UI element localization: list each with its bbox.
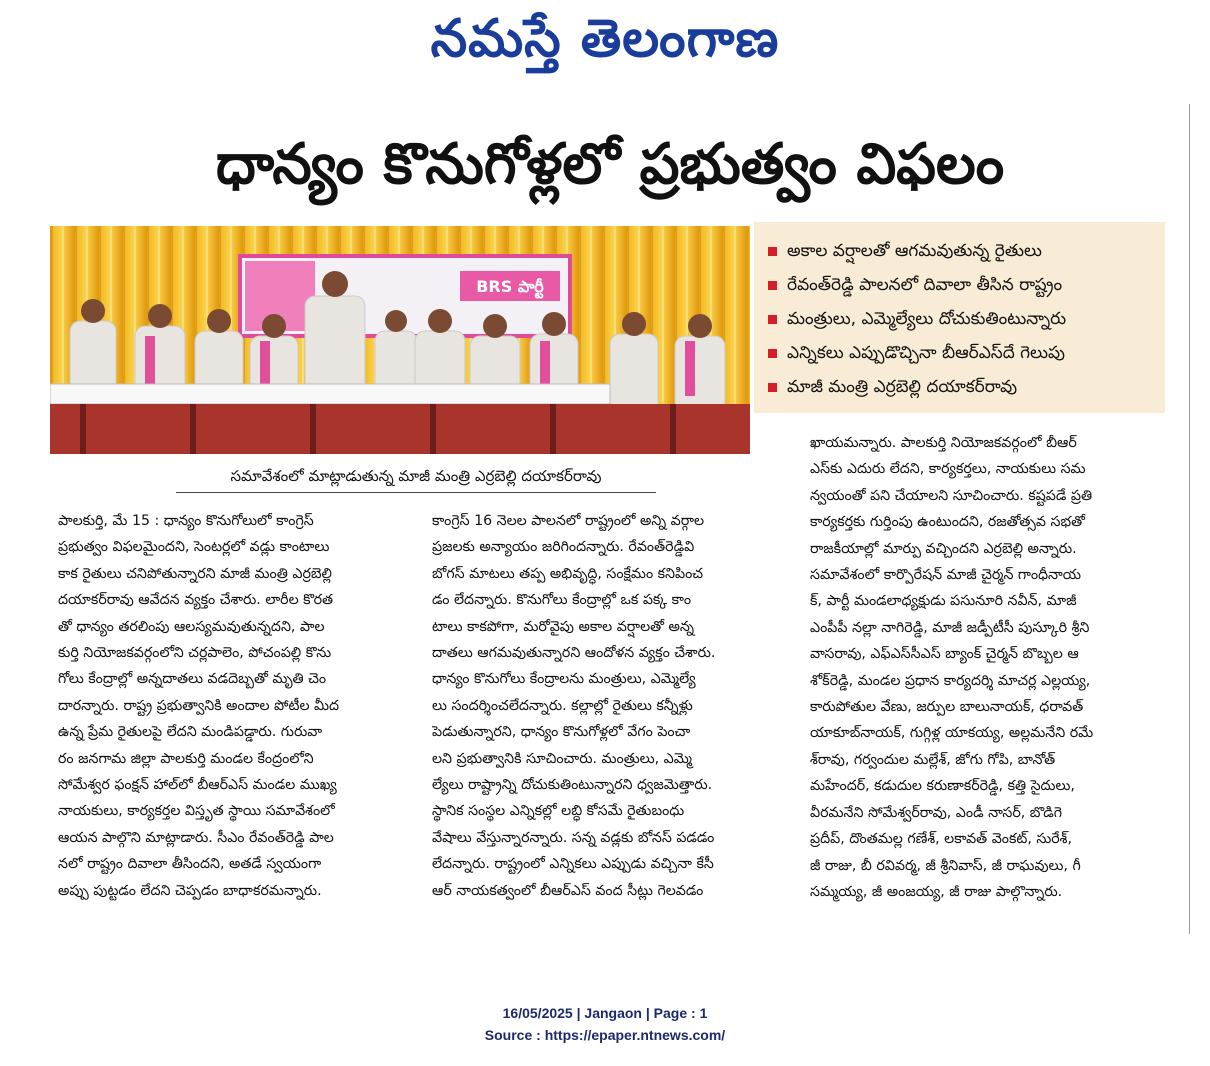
text-line: సమావేశంలో కార్పొరేషన్ మాజీ చైర్మన్ గాంధీనాయ bbox=[810, 567, 1082, 584]
text-line: బోగస్ మాటలు తప్ప అభివృద్ధి, సంక్షేమం కనిపించ bbox=[432, 565, 704, 582]
highlight-item: ఎన్నికలు ఎప్పుడొచ్చినా బీఆర్‌ఎస్‌దే గెలుపు bbox=[768, 336, 1165, 370]
text-line: తో ధాన్యం తరలింపు ఆలస్యమవుతున్నదని, పాల bbox=[58, 618, 325, 635]
highlight-item: మాజీ మంత్రి ఎర్రబెల్లి దయాకర్‌రావు bbox=[768, 370, 1165, 404]
text-line: స్థానిక సంస్థల ఎన్నికల్లో లబ్ధి కోసమే రైతుబంధు bbox=[432, 803, 685, 820]
text-line: ల్యేలు రాష్ట్రాన్ని దోచుకుతింటున్నారని ధ్వజమెత్తారు. bbox=[432, 777, 713, 794]
newspaper-masthead: నమస్తే తెలంగాణ bbox=[430, 9, 780, 69]
text-line: ఆయన పాల్గొని మాట్లాడారు. సీఎం రేవంత్‌రెడ్డి పాల bbox=[58, 829, 334, 846]
footer-date-line: 16/05/2025 | Jangaon | Page : 1 bbox=[502, 1005, 708, 1021]
bullet-icon bbox=[768, 281, 777, 290]
text-line: డం లేదన్నారు. కొనుగోలు కేంద్రాల్లో ఒక పక్క కాం bbox=[432, 592, 692, 609]
bullet-icon bbox=[768, 247, 777, 256]
text-line: టాలు కాకపోగా, మరోవైపు అకాల వర్షాలతో అన్న bbox=[432, 618, 695, 635]
text-line: వాసరావు, ఎఫ్‌ఎస్‌సీఎస్ బ్యాంక్ చైర్మన్ బొబ్బల ఆ bbox=[810, 646, 1079, 663]
text-line: కుర్తి నియోజకవర్గంలోని చర్లపాలెం, పోచంపల్లి కొను bbox=[58, 645, 332, 662]
highlight-item: మంత్రులు, ఎమ్మెల్యేలు దోచుకుతింటున్నారు bbox=[768, 302, 1165, 336]
text-line: యాకూబ్‌నాయక్, గుగ్గిళ్ల యాకయ్య, అల్లమనేని రమే bbox=[810, 725, 1094, 742]
text-line: దయాకర్‌రావు ఆవేదన వ్యక్తం చేశారు. లారీల కొరత bbox=[58, 592, 334, 609]
text-line: కాక రైతులు చనిపోతున్నారని మాజీ మంత్రి ఎర్రబెల్లి bbox=[58, 565, 332, 582]
text-line: లేదన్నారు. రాష్ట్రంలో ఎన్నికలు ఎప్పుడు వచ్చినా కేసీ bbox=[432, 856, 714, 873]
article-headline: ధాన్యం కొనుగోళ్లలో ప్రభుత్వం విఫలం bbox=[215, 132, 1005, 197]
text-line: రం జనగామ జిల్లా పాలకుర్తి మండల కేంద్రంలోని bbox=[58, 750, 314, 767]
text-line: కారుపోతుల వేణు, జర్పుల బాలునాయక్, ధరావత్ bbox=[810, 699, 1084, 716]
bullet-icon bbox=[768, 349, 777, 358]
bullet-icon bbox=[768, 315, 777, 324]
text-line: నాయకులు, కార్యకర్తల విస్తృత స్థాయి సమావేశంలో bbox=[58, 803, 335, 820]
article-column-2 bbox=[432, 508, 796, 904]
text-line: సమ్మయ్య, జీ అంజయ్య, జీ రాజు పాల్గొన్నారు. bbox=[810, 883, 1063, 900]
text-line: ప్రజలకు అన్యాయం జరిగిందన్నారు. రేవంత్‌రెడ్డివి bbox=[432, 539, 695, 556]
text-line: కార్యకర్తకు గుర్తింపు ఉంటుందని, రజతోత్సవ సభతో bbox=[810, 514, 1085, 531]
text-line: లు సందర్శించలేదన్నారు. కల్లాల్లో రైతులు కన్నీళ్లు bbox=[432, 697, 693, 714]
text-line: లని ప్రభుత్వానికి సూచించారు. మంత్రులు, ఎమ్మె bbox=[432, 750, 693, 767]
text-line: ఎంపీపీ నల్లా నాగిరెడ్డి, మాజీ జడ్పీటీసీ పుస్కూరి శ్రీని bbox=[810, 619, 1090, 636]
article-column-3 bbox=[810, 430, 1168, 905]
text-line: అప్పు పుట్టడం లేదని చెప్పడం బాధాకరమన్నారు. bbox=[58, 882, 322, 899]
text-line: నలో రాష్ట్రం దివాలా తీసిందని, అతడే స్వయంగా bbox=[58, 856, 322, 873]
text-line: దారన్నారు. రాష్ట్ర ప్రభుత్వానికి అందాల పోటీల మీద bbox=[58, 697, 340, 714]
highlights-box bbox=[754, 222, 1165, 413]
text-line: వేషాలు వేస్తున్నారన్నారు. సన్న వడ్లకు బోనస్ పడడం bbox=[432, 829, 715, 846]
article-column-1 bbox=[58, 508, 418, 904]
text-line: కాంగ్రెస్ 16 నెలల పాలనలో రాష్ట్రంలో అన్ని వర్గాల bbox=[432, 513, 705, 529]
column-rule bbox=[1189, 104, 1190, 934]
text-line: పాలకుర్తి, మే 15 : ధాన్యం కొనుగోలులో కాంగ్రెస్ bbox=[58, 513, 314, 529]
text-line: న్వయంతో పని చేయాలని సూచించారు. కష్టపడే ప్రతి bbox=[810, 487, 1093, 504]
footer-source-link[interactable]: Source : https://epaper.ntnews.com/ bbox=[484, 1027, 726, 1043]
text-line: శ్‌రావు, గర్వందుల మల్లేశ్, జోగు గోపి, బానోత్ bbox=[810, 751, 1056, 768]
text-line: గోలు కేంద్రాల్లో అన్నదాతలు వడదెబ్బతో మృతి చెం bbox=[58, 671, 327, 688]
text-line: ఆర్ నాయకత్వంలో బీఆర్‌ఎస్ వంద సీట్లు గెలవడం bbox=[432, 882, 704, 899]
bullet-icon bbox=[768, 383, 777, 392]
text-line: ఖాయమన్నారు. పాలకుర్తి నియోజకవర్గంలో బీఆర్ bbox=[810, 435, 1077, 451]
banner-text: BRS పార్టీ bbox=[476, 277, 544, 296]
text-line: వీరమనేని సోమేశ్వర్‌రావు, ఎండీ నాసర్, బొడిగె bbox=[810, 804, 1063, 821]
text-line: పెడుతున్నారని, ధాన్యం కొనుగోళ్లలో వేగం పెంచా bbox=[432, 724, 691, 741]
text-line: సోమేశ్వర ఫంక్షన్ హాల్‌లో బీఆర్‌ఎస్ మండల ముఖ్య bbox=[58, 777, 337, 794]
text-line: మహేందర్, కడుదుల కరుణాకర్‌రెడ్డి, కత్తి సైదులు, bbox=[810, 778, 1075, 795]
text-line: ఎస్‌కు ఎదురు లేదని, కార్యకర్తలు, నాయకులు సమ bbox=[810, 461, 1086, 478]
text-line: జీ రాజు, బీ రవివర్మ, జీ శ్రీనివాస్, జీ రాఘవులు, గీ bbox=[810, 857, 1081, 874]
text-line: శోక్‌రెడ్డి, మండల ప్రధాన కార్యదర్శి మాచర్ల ఎల్లయ్య, bbox=[810, 672, 1091, 689]
text-line: క్, పార్టీ మండలాధ్యక్షుడు పసునూరి నవీన్, మాజీ bbox=[810, 593, 1077, 610]
text-line: రాజకీయాల్లో మార్పు వచ్చిందని ఎర్రబెల్లి అన్నారు. bbox=[810, 540, 1077, 557]
news-photo bbox=[50, 226, 750, 454]
text-line: ధాన్యం కొనుగోలు కేంద్రాలను మంత్రులు, ఎమ్మెల్యే bbox=[432, 671, 696, 688]
photo-caption: సమావేశంలో మాట్లాడుతున్న మాజీ మంత్రి ఎర్రబెల్లి దయాకర్‌రావు bbox=[176, 460, 656, 493]
text-line: ప్రభుత్వం విఫలమైందని, సెంటర్లలో వడ్లు కాంటాలు bbox=[58, 539, 330, 556]
text-line: ప్రదీప్, దొంతమల్ల గణేశ్, లకావత్ వెంకట్, సురేశ్, bbox=[810, 831, 1072, 848]
highlight-item: అకాల వర్షాలతో ఆగమవుతున్న రైతులు bbox=[768, 234, 1165, 268]
page-footer bbox=[0, 1002, 1210, 1046]
text-line: ఉన్న ప్రేమ రైతులపై లేదని మండిపడ్డారు. గురువా bbox=[58, 724, 323, 741]
text-line: దాతలు ఆగమవుతున్నారని ఆందోళన వ్యక్తం చేశారు. bbox=[432, 645, 716, 662]
highlight-item: రేవంత్‌రెడ్డి పాలనలో దివాలా తీసిన రాష్ట్రం bbox=[768, 268, 1165, 302]
